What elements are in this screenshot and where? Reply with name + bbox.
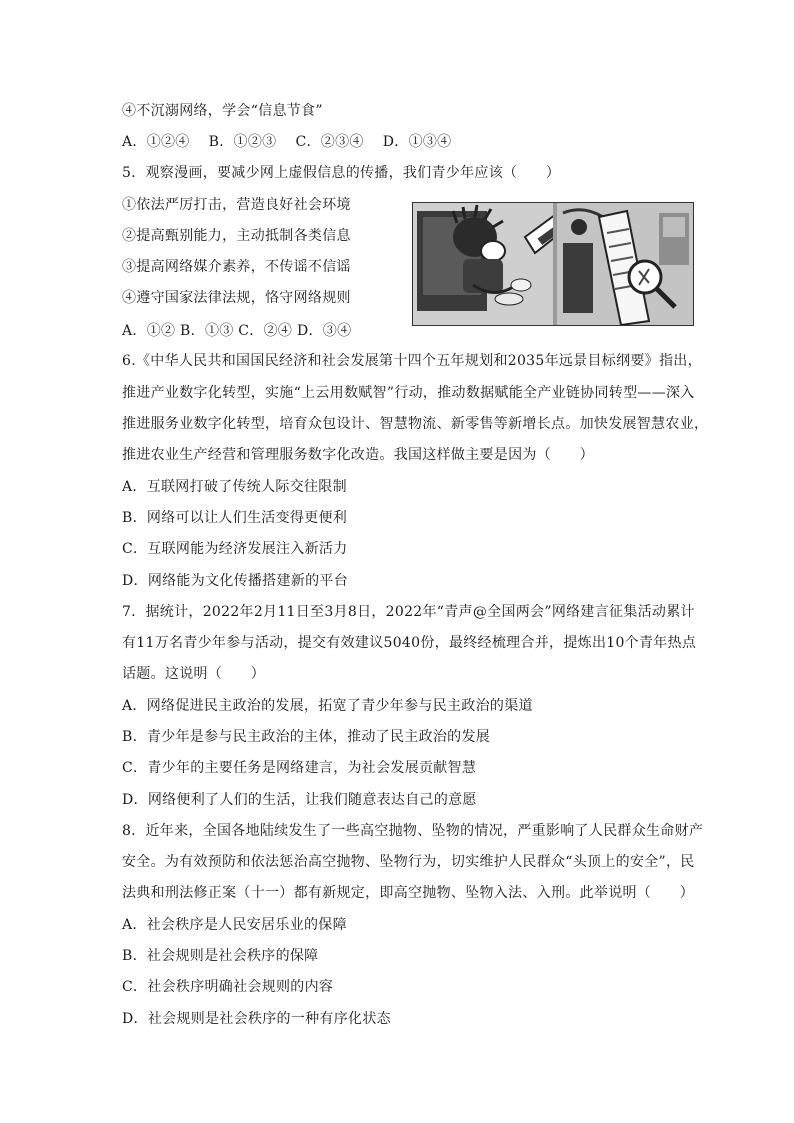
q5-options: A．①② B．①③ C．②④ D．③④ <box>122 323 352 339</box>
q8-stem-line-2: 安全。为有效预防和依法惩治高空抛物、坠物行为，切实维护人民群众“头顶上的安全”，民 <box>122 854 695 870</box>
q7-option-a: A．网络促进民主政治的发展，拓宽了青少年参与民主政治的渠道 <box>122 698 533 714</box>
q8-option-a: A．社会秩序是人民安居乐业的保障 <box>122 917 347 933</box>
q6-stem-line-2: 推进产业数字化转型，实施“上云用数赋智”行动，推动数据赋能全产业链协同转型——深入 <box>122 385 695 401</box>
q4-item-4: ④不沉溺网络，学会“信息节食” <box>122 103 323 119</box>
q7-stem-line-3: 话题。这说明（ ） <box>122 666 265 682</box>
q8-stem-line-1: 8．近年来，全国各地陆续发生了一些高空抛物、坠物的情况，严重影响了人民群众生命财产 <box>122 823 704 839</box>
q6-stem-line-4: 推进农业生产经营和管理服务数字化改造。我国这样做主要是因为（ ） <box>122 447 594 463</box>
q4-options: A．①②④ B．①②③ C．②③④ D．①③④ <box>122 134 452 150</box>
q5-item-2: ②提高甄别能力，主动抵制各类信息 <box>122 228 351 244</box>
q6-stem-line-3: 推进服务业数字化转型，培育众包设计、智慧物流、新零售等新增长点。加快发展智慧农业， <box>122 416 709 432</box>
q6-option-a: A．互联网打破了传统人际交往限制 <box>122 479 347 495</box>
q6-option-b: B．网络可以让人们生活变得更便利 <box>122 510 348 526</box>
q5-item-4: ④遵守国家法律法规，恪守网络规则 <box>122 290 351 306</box>
q6-stem-line-1: 6.《中华人民共和国国民经济和社会发展第十四个五年规划和2035年远景目标纲要》指出， <box>122 353 702 369</box>
q7-option-d: D．网络便利了人们的生活，让我们随意表达自己的意愿 <box>122 792 477 808</box>
q6-option-c: C．互联网能为经济发展注入新活力 <box>122 541 348 557</box>
q6-option-d: D．网络能为文化传播搭建新的平台 <box>122 573 349 589</box>
q8-option-d: D．社会规则是社会秩序的一种有序化状态 <box>122 1011 391 1027</box>
q5-item-1: ①依法严厉打击，营造良好社会环境 <box>122 197 351 213</box>
q7-stem-line-2: 有11万名青少年参与活动，提交有效建议5040份，最终经梳理合并，提炼出10个青年热点 <box>122 635 697 651</box>
q7-stem-line-1: 7．据统计，2022年2月11日至3月8日，2022年“青声@全国两会”网络建言征集活动累计 <box>122 604 695 620</box>
q5-stem: 5．观察漫画，要减少网上虚假信息的传播，我们青少年应该（ ） <box>122 165 561 181</box>
q8-stem-line-3: 法典和刑法修正案（十一）都有新规定，即高空抛物、坠物入法、入刑。此举说明（ ） <box>122 885 694 901</box>
q7-option-c: C．青少年的主要任务是网络建言，为社会发展贡献智慧 <box>122 760 477 776</box>
q7-option-b: B．青少年是参与民主政治的主体，推动了民主政治的发展 <box>122 729 491 745</box>
q8-option-c: C．社会秩序明确社会规则的内容 <box>122 979 334 995</box>
q8-option-b: B．社会规则是社会秩序的保障 <box>122 948 319 964</box>
q5-item-3: ③提高网络媒介素养，不传谣不信谣 <box>122 259 351 275</box>
cartoon-image <box>412 202 694 326</box>
